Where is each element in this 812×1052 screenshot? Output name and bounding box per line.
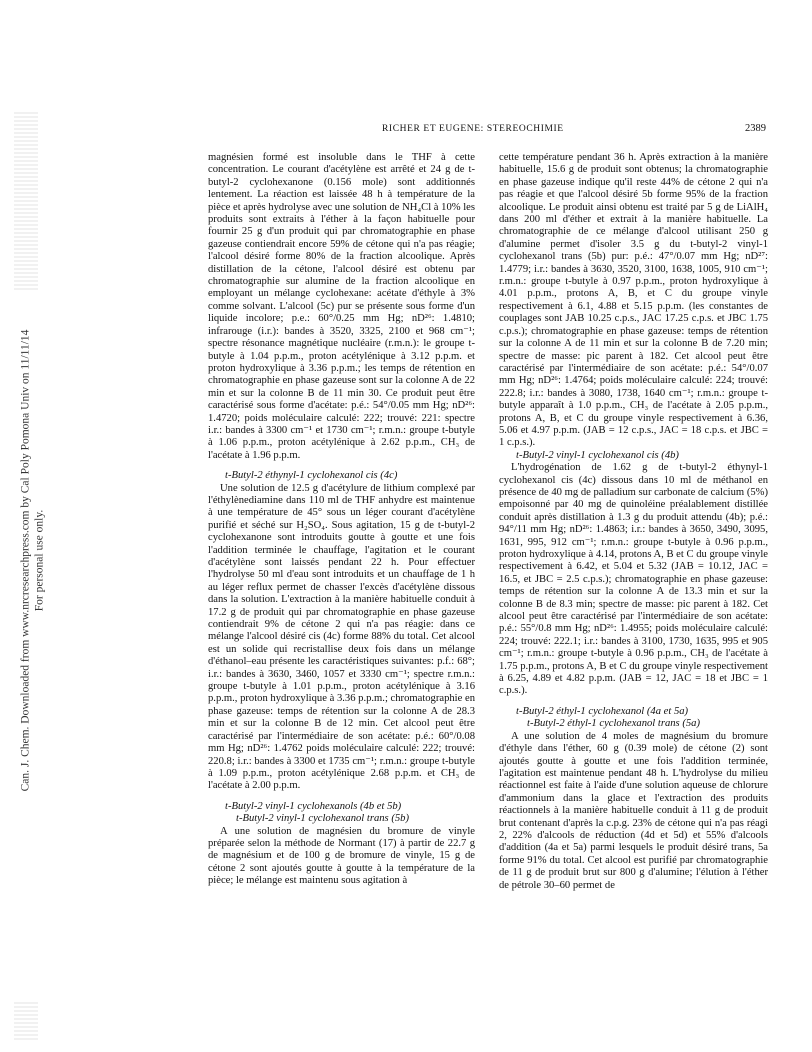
right-column: [499, 152, 768, 892]
margin-scan-artifact: [14, 1000, 38, 1040]
paragraph: L'hydrogénation de 1.62 g de t-butyl-2 éthynyl-1 cyclohexanol cis (4c) dissous dans 10 ml de méthanol en présence de 40 mg de palladium sur carbonate de calcium (5%) empoisonné par 40 mg de quinoléine préalablement distillée conduit après distillation à 1.3 g du produit attendu (4b); p.é.: 94°/11 mm Hg; nD²⁶: 1.4863; i.r.: bandes à 3650, 3490, 3095, 1631, 995, 912 cm⁻¹; r.m.n.: groupe t-butyle à 0.96 p.p.m., proton hydroxylique à 4.14, protons A, B et C du groupe vinyle respectivement à 6.42, et 5.04 et 5.32 (JAB = 10.12, JAC = 16.5, et JBC = 2.5 c.p.s.); chromatographie en phase gazeuse: temps de rétention sur la colonne A de 13.3 min et sur la colonne B de 8.3 min; spectre de masse: pic parent à 182. Cet alcool peut être caractérisé par l'intermédiaire de son acétate: p.é.: 55°/0.8 mm Hg; nD²⁶: 1.4955; poids moléculaire calculé: 224; trouvé: 222.1; i.r.: bandes à 3100, 1730, 1635, 995 et 905 cm⁻¹; r.m.n.: groupe t-butyle à 0.96 p.p.m., CH₃ de l'acétate à 1.75 p.p.m., protons A, B et C du groupe vinyle respectivement à 6.25, 4.89 et 4.82 p.p.m. (JAB = 12, JAC = 18 et JBC = 1 c.p.s.).: [499, 462, 768, 697]
page-number: 2389: [745, 123, 766, 134]
section-heading: t-Butyl-2 éthyl-1 cyclohexanol (4a et 5a): [516, 705, 689, 717]
paragraph: Une solution de 12.5 g d'acétylure de lithium complexé par l'éthylènediamine dans 110 ml de THF anhydre est maintenue à une température de 45° sous un léger courant d'acétylène purifié et séché sur H₂SO₄. Sous agitation, 15 g de t-butyl-2 cyclohexanone sont introduits goutte à goutte et une fois l'addition terminée le chauffage, l'agitation et le courant d'acétylène sont laissés pendant 22 h. Pour effectuer l'hydrolyse 50 ml d'eau sont introduits et un chauffage de 1 h au léger reflux permet de chasser l'excès d'acétylène dissous dans la solution. L'extraction à la manière habituelle conduit à 17.2 g de produit qui par chromatographie en phase gazeuse contiendrait 9% de cétone 2 qui n'a pas réagie: dans ce mélange l'alcool désiré cis (4c) forme 88% du total. Cet alcool est un solide qui recristallise deux fois dans un mélange d'éthanol–eau présente les caractéristiques suivantes: p.f.: 68°; i.r.: bandes à 3630, 3460, 1057 et 3330 cm⁻¹; spectre r.m.n.: groupe t-butyle à 1.01 p.p.m., proton acétylénique à 3.16 p.p.m., proton hydroxylique à 3.36 p.p.m.; chromatographie en phase gazeuse: temps de rétention sur la colonne A de 28.3 min et sur la colonne B de 12 min. Cet alcool peut être caractérisé par l'intermédiaire de son acétate: p.é.: 60°/0.08 mm Hg; nD²⁶: 1.4762 poids moléculaire calculé: 222; trouvé: 220.8; i.r.: bandes à 3300 et 1735 cm⁻¹; r.m.n.: groupe t-butyle à 1.09 p.p.m., proton acétylénique 2.68 p.p.m. et CH₃ de l'acétate à 2.00 p.p.m.: [208, 482, 475, 792]
section-heading: t-Butyl-2 éthynyl-1 cyclohexanol cis (4c): [225, 470, 398, 482]
page-header: [210, 123, 766, 139]
section-heading: t-Butyl-2 vinyl-1 cyclohexanol cis (4b): [516, 449, 679, 461]
watermark-line-1: Can. J. Chem. Downloaded from www.nrcresearchpress.com by Cal Poly Pomona Univ on 11/11/14: [19, 329, 32, 791]
subsection-heading: t-Butyl-2 éthyl-1 cyclohexanol trans (5a): [527, 718, 700, 730]
paragraph: cette température pendant 36 h. Après extraction à la manière habituelle, 15.6 g de produit sont obtenus; la chromatographie en phase gazeuse indique qu'il reste 44% de cétone 2 qui n'a pas réagie et que l'alcool désiré 5b forme 95% de la fraction alcoolique. Le produit ainsi obtenu est traité par 5 g de LiAlH₄ dans 200 ml d'éther et extrait à la manière habituelle. La chromatographie de ce mélange d'alcool utilisant 250 g d'alumine permet d'isoler 3.5 g du t-butyl-2 vinyl-1 cyclohexanol trans (5b) pur: p.é.: 47°/0.07 mm Hg; nD²⁷: 1.4779; i.r.: bandes à 3630, 3520, 3100, 1638, 1005, 910 cm⁻¹; r.m.n.: groupe t-butyle à 0.97 p.p.m., proton hydroxylique à 4.01 p.p.m., protons A, B, et C du groupe vinyle respectivement à 6.1, 4.88 et 5.15 p.p.m. (les constantes de couplages sont JAB 10.25 c.p.s., JAC 17.25 c.p.s. et JBC 1.75 c.p.s.); chromatographie en phase gazeuse: temps de rétention sur la colonne A de 11 min et sur la colonne B de 7.20 min; spectre de masse: pic parent à 182. Cet alcool peut être caractérisé par l'intermédiaire de son acétate: p.é.: 54°/0.07 mm Hg; nD²⁶: 1.4764; poids moléculaire calculé: 224; trouvé: 222.8; i.r.: bandes à 3080, 1738, 1640 cm⁻¹; r.m.n.: groupe t-butyle apparaît à 1.0 p.p.m., CH₃ de l'acétate à 2.05 p.p.m., protons A, B, et C du groupe vinyle respectivement à 6.36, 5.06 et 4.97 p.p.m. (JAB = 12 c.p.s., JAC = 18 c.p.s. et JBC = 1 c.p.s.).: [499, 152, 768, 449]
watermark-line-2: For personal use only.: [33, 509, 45, 611]
paragraph: magnésien formé est insoluble dans le THF à cette concentration. Le courant d'acétylène est arrêté et 24 g de t-butyl-2 cyclohexanone (0.156 mole) sont additionnés lentement. La réaction est laissée 48 h à température de la pièce et après hydrolyse avec une solution de NH₄Cl à 10% les produits sont extraits à l'éther à la façon habituelle pour fournir 25 g d'un produit qui par chromatographie en phase gazeuse contiendrait encore 59% de cétone qui n'a pas réagie; l'alcool désiré forme 80% de la fraction alcoolique. Après distillation de la cétone, l'alcool désiré est obtenu par chromatographie sur alumine de la fraction alcoolique en employant un mélange cyclohexane: acétate d'éthyle à 3% comme solvant. L'alcool (5c) pur se présente sous forme d'un liquide incolore; p.e.: 60°/0.25 mm Hg; nD²⁶: 1.4810; infrarouge (i.r.): bandes à 3520, 3325, 2100 et 968 cm⁻¹; spectre résonance magnétique nucléaire (r.m.n.): le groupe t-butyle à 1.04 p.p.m., proton acétylénique à 3.12 p.p.m. et proton hydroxylique à 3.36 p.p.m.; les temps de rétention en chromatographie en phase gazeuse sont sur la colonne A de 22 min et sur la colonne B de 11 min 30. Ce produit peut être caractérisé sous forme d'acétate: p.é.: 54°/0.05 mm Hg; nD²⁶: 1.4720; poids moléculaire calculé: 222; trouvé: 221: spectre i.r.: bandes à 3300 cm⁻¹ et 1730 cm⁻¹; r.m.n.: groupe t-butyle à 1.06 p.p.m., proton acétylénique à 2.62 p.p.m., CH₃ de l'acétate à 1.96 p.p.m.: [208, 152, 475, 461]
download-watermark: [8, 200, 58, 920]
paragraph: A une solution de 4 moles de magnésium du bromure d'éthyle dans l'éther, 60 g (0.39 mole) de cétone (2) sont ajoutés goutte à goutte et une fois l'addition terminée, l'agitation est maintenue pendant 48 h. L'hydrolyse du milieu réactionnel est faite à l'aide d'une solution aqueuse de chlorure d'ammonium dans la glace et l'extraction des produits réactionnels à la manière habituelle conduit à 11 g de produit brut contenant d'après la c.p.g. 23% de cétone qui n'a pas réagi 2, 22% d'alcools de réduction (4d et 5d) et 55% d'alcools d'addition (4a et 5a) parmi lesquels le produit désiré trans, 5a forme 91% du total. Cet alcool est purifié par chromatographie de 11 g de produit brut sur 800 g d'alumine; l'élution à l'éther de pétrole 30–60 permet de: [499, 730, 768, 891]
watermark-text: [20, 329, 47, 791]
left-column: [208, 152, 475, 888]
running-title: RICHER ET EUGENE: STEREOCHIMIE: [382, 124, 564, 134]
paragraph: A une solution de magnésien du bromure de vinyle préparée selon la méthode de Normant (17) à partir de 22.7 g de magnésium et de 100 g de bromure de vinyle, 15 g de cétone 2 sont ajoutés goutte à goutte à la température de la pièce; le mélange est maintenu sous agitation à: [208, 825, 475, 887]
subsection-heading: t-Butyl-2 vinyl-1 cyclohexanol trans (5b): [236, 813, 409, 825]
section-heading: t-Butyl-2 vinyl-1 cyclohexanols (4b et 5b): [225, 800, 402, 812]
